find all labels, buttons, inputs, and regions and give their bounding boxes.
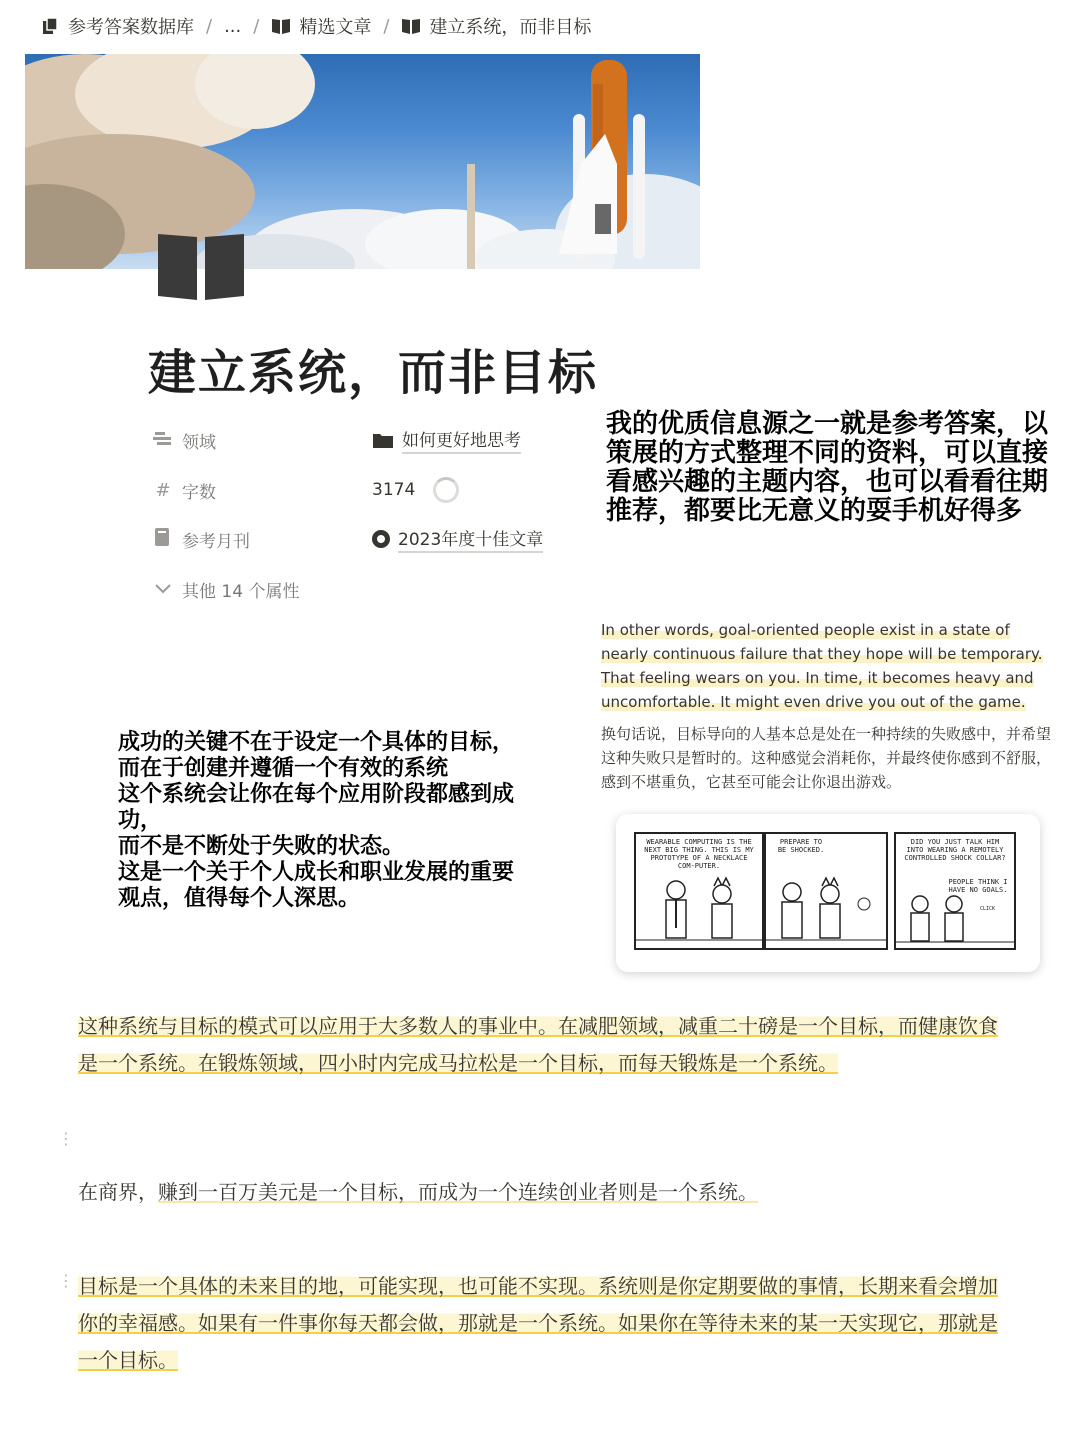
comic-panel-2: [764, 832, 888, 950]
cover-image[interactable]: [25, 54, 700, 269]
radio-icon: [372, 530, 390, 548]
property-name: 参考月刊: [182, 531, 250, 552]
breadcrumb-separator: /: [206, 15, 213, 37]
highlighted-text: 赚到一百万美元是一个目标，而成为一个连续创业者则是一个系统。: [158, 1180, 758, 1204]
breadcrumb-item-featured[interactable]: [271, 13, 371, 39]
chevron-down-icon: [152, 579, 174, 600]
property-monthly-value[interactable]: [372, 523, 543, 555]
comic-panel-3: [894, 832, 1016, 950]
breadcrumb-label: 精选文章: [299, 17, 372, 38]
property-domain-value[interactable]: [372, 424, 521, 456]
property-name: 字数: [182, 482, 216, 503]
book-icon[interactable]: [158, 232, 244, 302]
comic-caption: WEARABLE COMPUTING IS THE NEXT BIG THING. THIS IS MY PROTOTYPE OF A NECKLACE COM-PUTER.: [644, 838, 754, 870]
highlighted-text: 目标是一个具体的未来目的地，可能实现，也可能不实现。系统则是你定期要做的事情，长期来看会增加你的幸福感。如果有一件事你每天都会做，那就是一个系统。如果你在等待未来的某一天实现它，那就是一个目标。: [78, 1274, 998, 1372]
overlay-annotation-top: 我的优质信息源之一就是参考答案，以策展的方式整理不同的资料，可以直接看感兴趣的主题内容，也可以看看往期推荐，都要比无意义的耍手机好得多: [606, 409, 1049, 526]
property-wordcount-value[interactable]: [372, 474, 459, 506]
folder-icon: [372, 431, 394, 449]
breadcrumb-label: 建立系统，而非目标: [429, 17, 592, 38]
comic-caption: DID YOU JUST TALK HIM INTO WEARING A REMOTELY CONTROLLED SHOCK COLLAR?: [904, 838, 1006, 862]
hash-icon: #: [155, 479, 171, 501]
breadcrumb-separator: /: [383, 15, 390, 37]
breadcrumb-label: 参考答案数据库: [68, 17, 194, 38]
list-icon: [152, 430, 174, 451]
overlay-line: 而不是不断处于失败的状态。: [118, 834, 405, 859]
drag-handle-icon[interactable]: ⋮: [58, 1129, 74, 1148]
property-value: 2023年度十佳文章: [398, 525, 543, 553]
comic-caption: PREPARE TO BE SHOCKED.: [777, 838, 825, 854]
highlighted-text: 这种系统与目标的模式可以应用于大多数人的事业中。在减肥领域，减重二十磅是一个目标，而健康饮食是一个系统。在锻炼领域，四小时内完成马拉松是一个目标，而每天锻炼是一个系统。: [78, 1014, 998, 1075]
progress-ring-icon: [433, 477, 459, 503]
cover-illustration: [25, 54, 700, 269]
overlay-line: 这是一个关于个人成长和职业发展的重要观点，值得每个人深思。: [118, 860, 515, 911]
breadcrumb: [40, 12, 591, 40]
property-value: 如何更好地思考: [402, 426, 521, 454]
quote-chinese: 换句话说，目标导向的人基本总是处在一种持续的失败感中，并希望这种失败只是暂时的。这种感觉会消耗你，并最终使你感到不舒服，感到不堪重负，它甚至可能会让你退出游戏。: [601, 725, 1052, 791]
property-value: 3174: [372, 480, 416, 500]
page-title[interactable]: 建立系统，而非目标: [148, 345, 599, 401]
comic-panel-1: [634, 832, 764, 950]
drag-handle-icon[interactable]: ⋮: [58, 1271, 74, 1290]
breadcrumb-item-database[interactable]: [40, 13, 194, 39]
page-icon: [152, 527, 174, 552]
paragraph-1[interactable]: [78, 1008, 1008, 1082]
quote-english-text: In other words, goal-oriented people exist in a state of nearly continuous failure that they hope will be temporary. That feeling wears on you. In time, it becomes heavy and uncomfortable. It might even drive you out of the game.: [601, 621, 1043, 711]
breadcrumb-label: ...: [224, 15, 242, 37]
more-properties-label: 其他 14 个属性: [182, 581, 300, 602]
breadcrumb-separator: /: [253, 15, 260, 37]
overlay-line: 而在于创建并遵循一个有效的系统: [118, 756, 449, 781]
overlay-line: 这个系统会让你在每个应用阶段都感到成功，: [118, 782, 515, 833]
breadcrumb-item-ellipsis[interactable]: [224, 16, 241, 37]
comic-strip-image[interactable]: [616, 814, 1040, 972]
comic-sfx: CLICK: [980, 906, 996, 912]
quote-english: [601, 618, 1051, 714]
comic-caption: PEOPLE THINK I HAVE NO GOALS.: [948, 878, 1008, 894]
property-name: 领域: [182, 432, 216, 453]
overlay-line: 成功的关键不在于设定一个具体的目标，: [118, 730, 515, 755]
book-icon: [401, 16, 421, 36]
overlay-annotation-left: [118, 730, 518, 912]
property-monthly-label[interactable]: [152, 523, 250, 555]
paragraph-3[interactable]: [78, 1268, 1008, 1379]
breadcrumb-item-current[interactable]: [401, 13, 591, 39]
property-wordcount-label[interactable]: [152, 474, 216, 506]
paragraph-2[interactable]: [78, 1174, 1008, 1211]
paragraph-text: 在商界，: [78, 1180, 158, 1204]
database-icon: [40, 16, 60, 36]
property-domain-label[interactable]: [152, 424, 216, 456]
book-icon: [271, 16, 291, 36]
more-properties-toggle[interactable]: [152, 573, 299, 605]
